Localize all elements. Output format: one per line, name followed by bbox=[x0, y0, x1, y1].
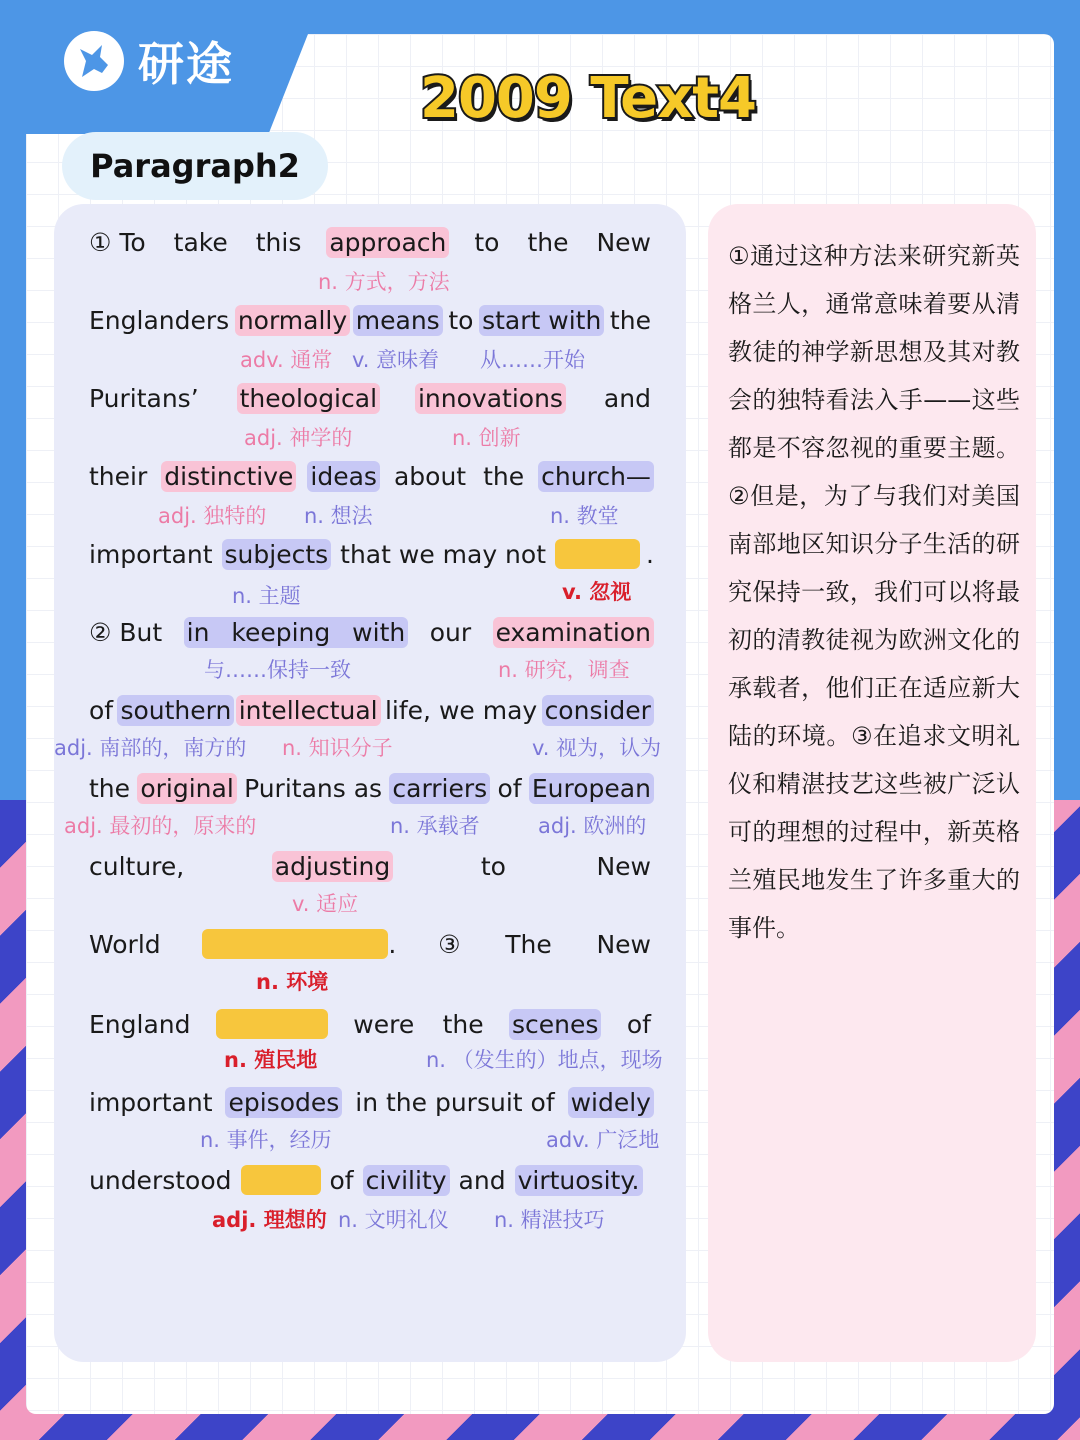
gloss-answer: n. 殖民地 bbox=[224, 1048, 318, 1072]
english-line-7 bbox=[86, 690, 654, 730]
gloss: n. 文明礼仪 bbox=[338, 1208, 449, 1232]
word-highlight: consider bbox=[542, 695, 654, 726]
word-highlight: scenes bbox=[509, 1009, 601, 1040]
word-highlight: civility bbox=[363, 1165, 450, 1196]
gloss: adj. 欧洲的 bbox=[538, 814, 647, 838]
gloss: 与……保持一致 bbox=[204, 658, 351, 682]
gloss: v. 视为，认为 bbox=[532, 736, 662, 760]
gloss: adj. 独特的 bbox=[158, 504, 267, 528]
brand-logo bbox=[64, 28, 234, 94]
word: important bbox=[89, 539, 213, 569]
gloss: adj. 最初的，原来的 bbox=[64, 814, 257, 838]
word: Puritans’ bbox=[89, 383, 199, 413]
word: of bbox=[89, 695, 114, 725]
word-highlight: ideas bbox=[307, 461, 380, 492]
word: were bbox=[353, 1009, 415, 1039]
word: the bbox=[89, 773, 131, 803]
word: ① To bbox=[89, 227, 146, 257]
word-highlight: European bbox=[529, 773, 654, 804]
chinese-translation: ①通过这种方法来研究新英格兰人，通常意味着要从清教徒的神学新思想及其对教会的独特看法入手——这些都是不容忽视的重要主题。②但是，为了与我们对美国南部地区知识分子生活的研究保持一致，我们可以将最初的清教徒视为欧洲文化的承载者，他们正在适应新大陆的环境。③在追求文明礼仪和精湛技艺这些被广泛认可的理想的过程中，新英格兰殖民地发生了许多重大的事件。 bbox=[728, 242, 1020, 942]
page-title: 2009 Text4 bbox=[420, 66, 756, 131]
word-highlight: church— bbox=[538, 461, 654, 492]
word-highlight: innovations bbox=[415, 383, 566, 414]
word-highlight: original bbox=[137, 773, 236, 804]
blank-environment bbox=[202, 929, 388, 959]
word: take bbox=[173, 227, 228, 257]
word: the bbox=[442, 1009, 484, 1039]
blank-group bbox=[202, 929, 396, 959]
gloss: n. 事件，经历 bbox=[200, 1128, 332, 1152]
word: Englanders bbox=[89, 305, 230, 335]
word: to bbox=[448, 305, 474, 335]
word-highlight: intellectual bbox=[236, 695, 381, 726]
gloss: adv. 通常 bbox=[240, 348, 333, 372]
english-line-1 bbox=[86, 222, 654, 262]
punctuation: . bbox=[646, 539, 654, 569]
gloss: v. 意味着 bbox=[352, 348, 440, 372]
gloss: 从……开始 bbox=[480, 348, 585, 372]
gloss-answer: adj. 理想的 bbox=[212, 1208, 327, 1232]
word: to bbox=[480, 851, 506, 881]
gloss: adv. 广泛地 bbox=[546, 1128, 660, 1152]
word: the bbox=[609, 305, 651, 335]
word: New bbox=[596, 851, 651, 881]
word: of bbox=[497, 773, 522, 803]
word: their bbox=[89, 461, 148, 491]
english-line-3 bbox=[86, 378, 654, 418]
paragraph-label: Paragraph2 bbox=[62, 132, 328, 200]
english-line-12 bbox=[86, 1082, 654, 1122]
word: that we may not bbox=[340, 539, 547, 569]
gloss: n. 主题 bbox=[232, 584, 301, 608]
word: and bbox=[458, 1165, 506, 1195]
word-highlight: theological bbox=[237, 383, 380, 414]
word: New bbox=[596, 227, 651, 257]
word: ③ bbox=[438, 929, 461, 959]
gloss: n. 想法 bbox=[304, 504, 373, 528]
gloss: adj. 南部的，南方的 bbox=[54, 736, 247, 760]
gloss: n. （发生的）地点，现场 bbox=[426, 1048, 663, 1072]
word: this bbox=[255, 227, 302, 257]
english-line-5 bbox=[86, 534, 654, 574]
word: England bbox=[89, 1009, 191, 1039]
word-highlight: normally bbox=[235, 305, 350, 336]
gloss: n. 创新 bbox=[452, 426, 521, 450]
word: of bbox=[329, 1165, 354, 1195]
english-line-13 bbox=[86, 1160, 654, 1200]
word: ② But bbox=[89, 617, 163, 647]
word-highlight: subjects bbox=[222, 539, 332, 570]
word: life, we may bbox=[384, 695, 538, 725]
english-line-2 bbox=[86, 300, 654, 340]
word-highlight: means bbox=[353, 305, 443, 336]
gloss: n. 知识分子 bbox=[282, 736, 393, 760]
word-highlight: episodes bbox=[225, 1087, 342, 1118]
word-highlight: adjusting bbox=[272, 851, 393, 882]
word: World bbox=[89, 929, 161, 959]
word-highlight: widely bbox=[568, 1087, 654, 1118]
punctuation: . bbox=[388, 929, 397, 959]
word-highlight: in keeping with bbox=[184, 617, 409, 648]
word: to bbox=[474, 227, 500, 257]
word-highlight: southern bbox=[117, 695, 234, 726]
brand-name: 研途 bbox=[138, 37, 234, 91]
english-line-4 bbox=[86, 456, 654, 496]
english-line-11 bbox=[86, 1004, 654, 1044]
gloss: adj. 神学的 bbox=[244, 426, 353, 450]
word: important bbox=[89, 1087, 213, 1117]
blank-ideals bbox=[241, 1165, 321, 1195]
word: The bbox=[505, 929, 552, 959]
unicorn-icon bbox=[64, 31, 124, 91]
word: Puritans as bbox=[244, 773, 383, 803]
word: New bbox=[596, 929, 651, 959]
word: the bbox=[527, 227, 569, 257]
word: culture, bbox=[89, 851, 185, 881]
word-highlight: approach bbox=[326, 227, 449, 258]
gloss: n. 研究，调查 bbox=[498, 658, 630, 682]
word: of bbox=[626, 1009, 651, 1039]
english-line-8 bbox=[86, 768, 654, 808]
english-line-9 bbox=[86, 846, 654, 886]
word: about bbox=[393, 461, 467, 491]
english-line-10 bbox=[86, 924, 654, 964]
word: and bbox=[603, 383, 651, 413]
word-highlight: carriers bbox=[389, 773, 490, 804]
gloss: n. 方式，方法 bbox=[318, 270, 450, 294]
gloss-answer: n. 环境 bbox=[256, 970, 329, 994]
word: understood bbox=[89, 1165, 232, 1195]
gloss: n. 教堂 bbox=[550, 504, 619, 528]
word-highlight: virtuosity. bbox=[515, 1165, 643, 1196]
word: our bbox=[429, 617, 472, 647]
gloss: n. 精湛技巧 bbox=[494, 1208, 605, 1232]
word: in the pursuit of bbox=[355, 1087, 555, 1117]
word-highlight: start with bbox=[479, 305, 604, 336]
gloss: v. 适应 bbox=[292, 892, 359, 916]
blank-colonies bbox=[216, 1009, 328, 1039]
blank-ignore bbox=[555, 539, 640, 569]
gloss-answer: v. 忽视 bbox=[562, 580, 632, 604]
word: the bbox=[483, 461, 525, 491]
word-highlight: distinctive bbox=[161, 461, 296, 492]
gloss: n. 承载者 bbox=[390, 814, 480, 838]
word-highlight: examination bbox=[493, 617, 654, 648]
english-line-6 bbox=[86, 612, 654, 652]
